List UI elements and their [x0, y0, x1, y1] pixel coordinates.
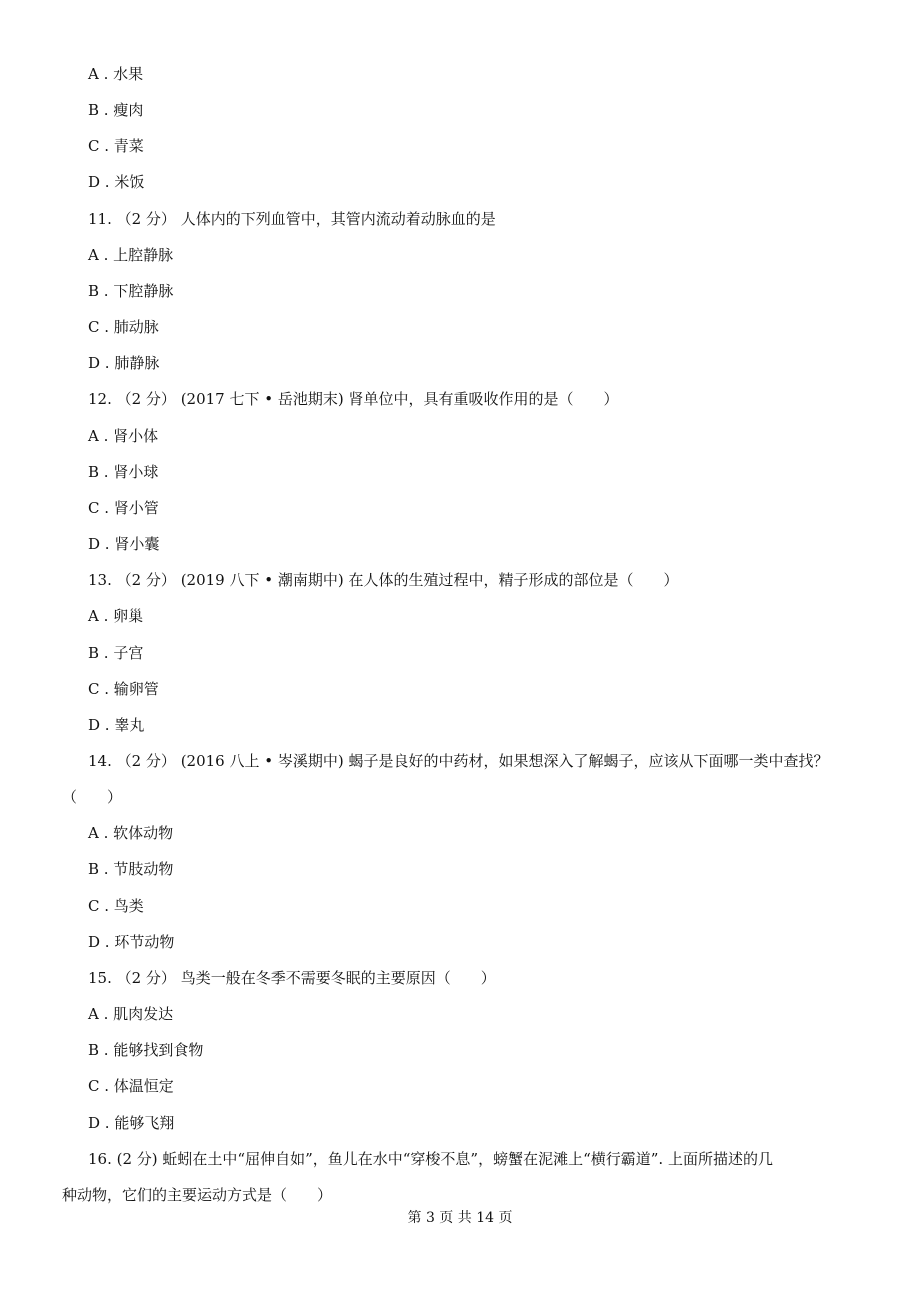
- question-continuation: （ ）: [62, 788, 123, 806]
- answer-option: A . 软体动物: [88, 824, 174, 842]
- answer-option: D . 睾丸: [88, 716, 145, 734]
- answer-option: B . 下腔静脉: [88, 282, 174, 300]
- answer-option: D . 环节动物: [88, 933, 175, 951]
- answer-option: B . 肾小球: [88, 463, 159, 481]
- answer-option: C . 青菜: [88, 137, 144, 155]
- answer-option: D . 能够飞翔: [88, 1114, 175, 1132]
- question-text: 13. （2 分） (2019 八下 • 潮南期中) 在人体的生殖过程中，精子形成的部位是（ ）: [88, 571, 679, 589]
- answer-option: A . 水果: [88, 65, 144, 83]
- answer-option: D . 米饭: [88, 173, 145, 191]
- answer-option: C . 输卵管: [88, 680, 159, 698]
- question-text: 14. （2 分） (2016 八上 • 岑溪期中) 蝎子是良好的中药材，如果想深入了解蝎子，应该从下面哪一类中查找？: [88, 752, 829, 770]
- answer-option: C . 肾小管: [88, 499, 159, 517]
- answer-option: D . 肺静脉: [88, 354, 160, 372]
- answer-option: B . 节肢动物: [88, 860, 174, 878]
- answer-option: A . 卵巢: [88, 607, 144, 625]
- question-text: 15. （2 分） 鸟类一般在冬季不需要冬眠的主要原因（ ）: [88, 969, 496, 987]
- question-text: 12. （2 分） (2017 七下 • 岳池期末) 肾单位中，具有重吸收作用的是（ ）: [88, 390, 619, 408]
- question-text: 11. （2 分） 人体内的下列血管中，其管内流动着动脉血的是: [88, 210, 496, 228]
- answer-option: A . 肾小体: [88, 427, 159, 445]
- answer-option: B . 能够找到食物: [88, 1041, 204, 1059]
- question-continuation: 种动物，它们的主要运动方式是（ ）: [62, 1186, 333, 1204]
- answer-option: C . 体温恒定: [88, 1077, 174, 1095]
- answer-option: B . 瘦肉: [88, 101, 144, 119]
- answer-option: A . 上腔静脉: [88, 246, 174, 264]
- answer-option: C . 鸟类: [88, 897, 144, 915]
- answer-option: A . 肌肉发达: [88, 1005, 174, 1023]
- answer-option: C . 肺动脉: [88, 318, 159, 336]
- answer-option: B . 子宫: [88, 644, 144, 662]
- answer-option: D . 肾小囊: [88, 535, 160, 553]
- page-footer: 第 3 页 共 14 页: [407, 1210, 513, 1226]
- question-text: 16. (2 分) 蚯蚓在土中“屈伸自如”，鱼儿在水中“穿梭不息”，螃蟹在泥滩上“横行霸道”. 上面所描述的几: [88, 1150, 773, 1168]
